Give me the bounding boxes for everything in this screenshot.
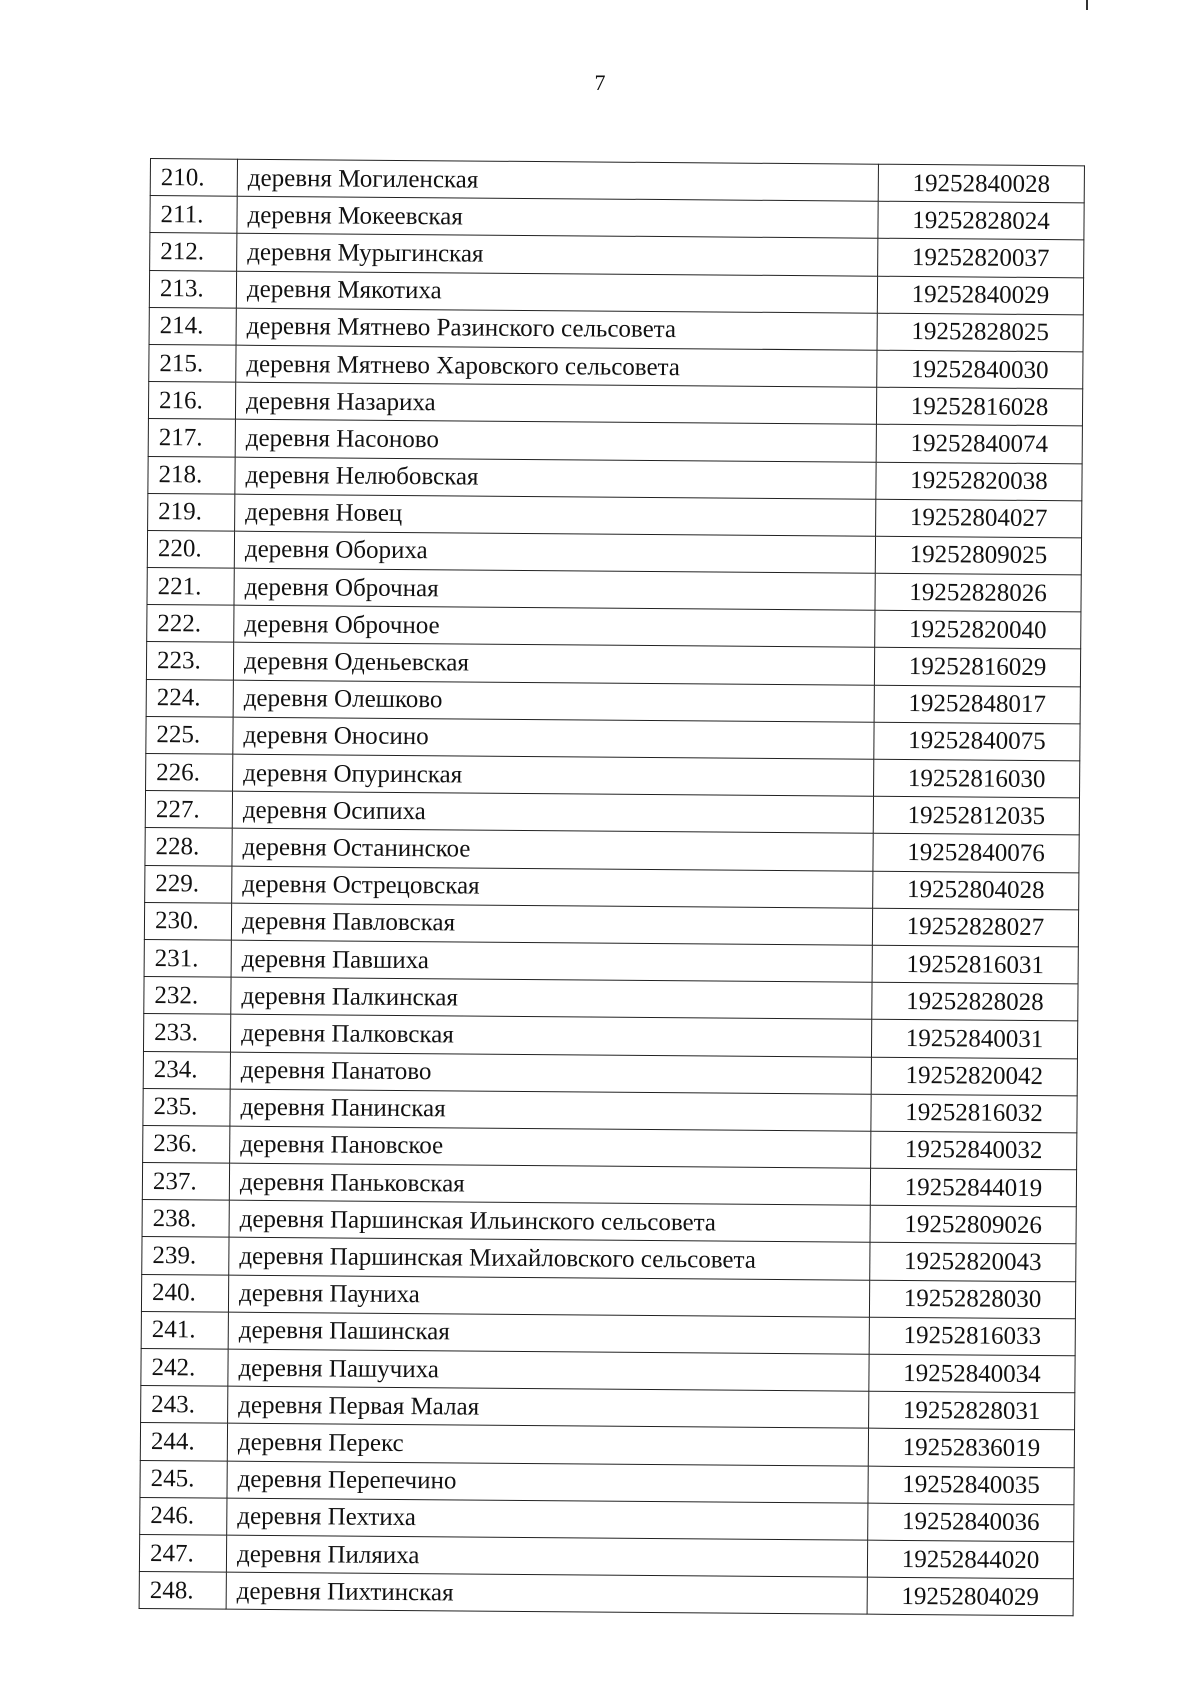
settlement-name: деревня Насоново (235, 419, 876, 461)
oktmo-code: 19252840034 (869, 1354, 1075, 1393)
oktmo-code: 19252820042 (871, 1057, 1077, 1096)
oktmo-code: 19252816029 (874, 648, 1080, 687)
settlement-name: деревня Паршинская Ильинского сельсовета (229, 1200, 870, 1242)
settlement-name: деревня Оброчная (234, 568, 875, 610)
row-number: 215. (149, 344, 236, 382)
row-number: 246. (140, 1497, 227, 1535)
oktmo-code: 19252820037 (878, 239, 1084, 278)
settlement-name: деревня Мякотиха (236, 271, 877, 313)
oktmo-code: 19252828028 (872, 982, 1078, 1021)
oktmo-code: 19252816028 (876, 387, 1082, 426)
settlement-name: деревня Панинская (230, 1089, 871, 1131)
oktmo-code: 19252840074 (876, 425, 1082, 464)
oktmo-code: 19252804027 (876, 499, 1082, 538)
row-number: 213. (149, 270, 236, 308)
oktmo-code: 19252809025 (875, 536, 1081, 575)
settlement-name: деревня Павловская (231, 903, 872, 945)
row-number: 235. (143, 1088, 230, 1126)
settlement-name: деревня Осипиха (232, 791, 873, 833)
oktmo-code: 19252840028 (878, 164, 1084, 203)
row-number: 241. (141, 1311, 228, 1349)
row-number: 228. (145, 828, 232, 866)
row-number: 247. (139, 1534, 226, 1572)
oktmo-code: 19252828031 (869, 1391, 1075, 1430)
settlement-name: деревня Мятнево Разинского сельсовета (236, 308, 877, 350)
row-number: 238. (142, 1200, 229, 1238)
settlement-name: деревня Пашинская (228, 1312, 869, 1354)
row-number: 221. (147, 568, 234, 606)
row-number: 222. (147, 605, 234, 643)
settlement-name: деревня Оброчное (234, 605, 875, 647)
settlement-name: деревня Мокеевская (237, 196, 878, 238)
row-number: 229. (145, 865, 232, 903)
oktmo-code: 19252820038 (876, 462, 1082, 501)
oktmo-code: 19252828030 (869, 1280, 1075, 1319)
settlement-name: деревня Павшиха (231, 940, 872, 982)
row-number: 232. (144, 977, 231, 1015)
row-number: 225. (146, 716, 233, 754)
row-number: 244. (140, 1423, 227, 1461)
settlement-name: деревня Панатово (230, 1052, 871, 1094)
oktmo-code: 19252816033 (869, 1317, 1075, 1356)
row-number: 240. (141, 1274, 228, 1312)
row-number: 237. (142, 1163, 229, 1201)
oktmo-code: 19252840031 (871, 1020, 1077, 1059)
oktmo-code: 19252840029 (877, 276, 1083, 315)
settlement-name: деревня Оносино (233, 717, 874, 759)
settlement-name: деревня Пашучиха (228, 1349, 869, 1391)
row-number: 236. (143, 1125, 230, 1163)
oktmo-code: 19252848017 (874, 685, 1080, 724)
settlement-name: деревня Нелюбовская (235, 457, 876, 499)
settlement-table-body (139, 159, 1084, 1617)
oktmo-code: 19252816032 (871, 1094, 1077, 1133)
settlement-name: деревня Паршинская Михайловского сельсовета (229, 1238, 870, 1280)
oktmo-code: 19252840030 (877, 350, 1083, 389)
oktmo-code: 19252844019 (870, 1168, 1076, 1207)
oktmo-code: 19252828027 (872, 908, 1078, 947)
row-number: 227. (145, 791, 232, 829)
row-number: 223. (146, 642, 233, 680)
settlement-name: деревня Могиленская (237, 159, 878, 201)
settlement-name: деревня Пановское (230, 1126, 871, 1168)
oktmo-code: 19252844020 (867, 1540, 1073, 1579)
oktmo-code: 19252816030 (874, 759, 1080, 798)
settlement-name: деревня Острецовская (232, 866, 873, 908)
oktmo-code: 19252840036 (868, 1503, 1074, 1542)
oktmo-code: 19252840035 (868, 1466, 1074, 1505)
settlement-name: деревня Пиляиха (226, 1535, 867, 1577)
settlement-name: деревня Перекс (227, 1424, 868, 1466)
oktmo-code: 19252820043 (870, 1243, 1076, 1282)
settlement-table (139, 158, 1085, 1617)
settlement-name: деревня Перепечино (227, 1461, 868, 1503)
settlement-name: деревня Пихтинская (226, 1572, 867, 1614)
settlement-name: деревня Пауниха (228, 1275, 869, 1317)
row-number: 214. (149, 307, 236, 345)
table-row (139, 1572, 1073, 1617)
settlement-name: деревня Мурыгинская (237, 234, 878, 276)
settlement-name: деревня Паньковская (229, 1163, 870, 1205)
settlement-name: деревня Опуринская (233, 754, 874, 796)
settlement-name: деревня Обориха (234, 531, 875, 573)
row-number: 243. (141, 1386, 228, 1424)
row-number: 226. (146, 753, 233, 791)
oktmo-code: 19252804028 (873, 871, 1079, 910)
oktmo-code: 19252840076 (873, 834, 1079, 873)
page-number: 7 (594, 70, 606, 95)
settlement-name: деревня Новец (235, 494, 876, 536)
settlement-name: деревня Мятнево Харовского сельсовета (236, 345, 877, 387)
row-number: 242. (141, 1348, 228, 1386)
settlement-name: деревня Пехтиха (227, 1498, 868, 1540)
row-number: 224. (146, 679, 233, 717)
row-number: 233. (143, 1014, 230, 1052)
row-number: 230. (144, 902, 231, 940)
row-number: 220. (147, 530, 234, 568)
settlement-name: деревня Назариха (235, 382, 876, 424)
row-number: 245. (140, 1460, 227, 1498)
settlement-name: деревня Олешково (233, 680, 874, 722)
oktmo-code: 19252809026 (870, 1205, 1076, 1244)
oktmo-code: 19252804029 (867, 1577, 1073, 1616)
row-number: 234. (143, 1051, 230, 1089)
scan-edge-mark (1086, 0, 1088, 10)
row-number: 210. (150, 159, 237, 197)
oktmo-code: 19252828026 (875, 573, 1081, 612)
oktmo-code: 19252840075 (874, 722, 1080, 761)
row-number: 219. (148, 493, 235, 531)
settlement-name: деревня Палкинская (231, 977, 872, 1019)
oktmo-code: 19252816031 (872, 945, 1078, 984)
oktmo-code: 19252820040 (875, 610, 1081, 649)
oktmo-code: 19252836019 (868, 1429, 1074, 1468)
settlement-name: деревня Останинское (232, 829, 873, 871)
oktmo-code: 19252840032 (871, 1131, 1077, 1170)
row-number: 248. (139, 1572, 226, 1610)
row-number: 231. (144, 939, 231, 977)
settlement-name: деревня Первая Малая (228, 1386, 869, 1428)
row-number: 218. (148, 456, 235, 494)
row-number: 211. (150, 196, 237, 234)
settlement-name: деревня Оденьевская (233, 643, 874, 685)
row-number: 216. (148, 382, 235, 420)
oktmo-code: 19252828025 (877, 313, 1083, 352)
oktmo-code: 19252828024 (878, 201, 1084, 240)
settlement-name: деревня Палковская (230, 1014, 871, 1056)
row-number: 212. (150, 233, 237, 271)
row-number: 217. (148, 419, 235, 457)
row-number: 239. (142, 1237, 229, 1275)
oktmo-code: 19252812035 (873, 796, 1079, 835)
